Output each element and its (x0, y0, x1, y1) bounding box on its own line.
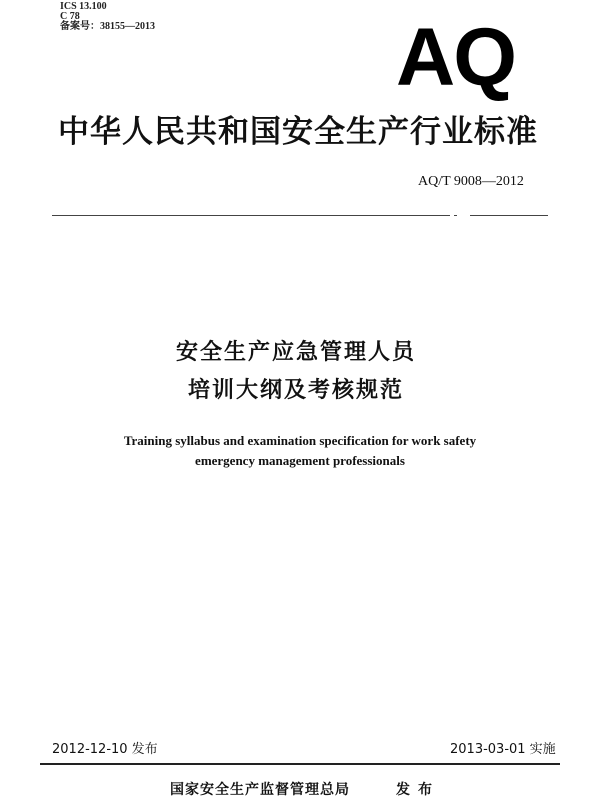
implementation-date: 2013-03-01 实施 (450, 742, 556, 757)
header-divider-dot (454, 215, 457, 216)
header-divider-right (470, 215, 548, 216)
document-title-cn-line2: 培训大纲及考核规范 (187, 378, 404, 403)
publish-label: 发布 (396, 782, 440, 798)
document-title-en-line1: Training syllabus and examination specification for work safety (123, 433, 477, 448)
ics-code: ICS 13.100 (60, 1, 107, 12)
issue-date: 2012-12-10 发布 (52, 742, 158, 757)
ccs-code: C 78 (60, 11, 80, 22)
header-divider (52, 215, 450, 216)
document-title-cn-line1: 安全生产应急管理人员 (175, 340, 416, 365)
document-title-en-line2: emergency management professionals (195, 453, 405, 468)
footer-divider (40, 763, 560, 765)
standard-category-title: 中华人民共和国安全生产行业标准 (58, 114, 538, 150)
classification-block (60, 2, 155, 32)
standard-code: AQ/T 9008—2012 (418, 174, 524, 189)
publisher-name: 国家安全生产监督管理总局 (170, 782, 350, 798)
aq-logo: AQ (396, 12, 515, 103)
filing-number: 备案号：38155—2013 (60, 21, 155, 32)
